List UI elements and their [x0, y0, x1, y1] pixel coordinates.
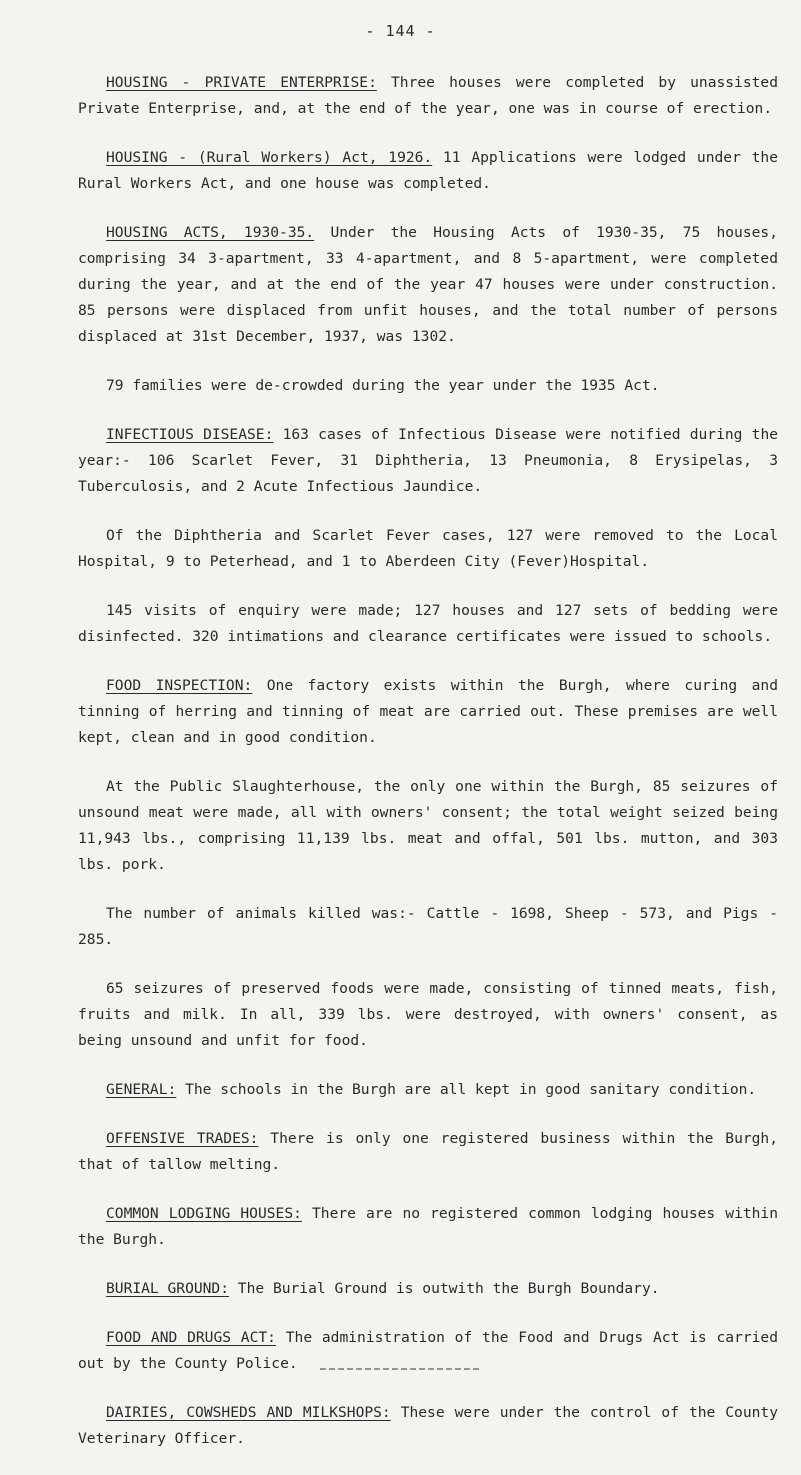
- section-heading: DAIRIES, COWSHEDS AND MILKSHOPS:: [106, 1404, 391, 1421]
- paragraph-slaughterhouse: [78, 774, 778, 878]
- paragraph-burial-ground: [78, 1276, 778, 1302]
- paragraph-enquiry-visits: [78, 598, 778, 650]
- paragraph-infectious-disease: [78, 422, 778, 500]
- paragraph-text: Under the Housing Acts of 1930-35, 75 houses, comprising 34 3-apartment, 33 4-apartment, and 8 5-apartment, were completed during the year, and at the end of the year 47 houses were under construction. 85 persons were displaced from unfit houses, and the total number of persons displaced at 31st December, 1937, was 1302.: [78, 224, 778, 345]
- paragraph-offensive-trades: [78, 1126, 778, 1178]
- paragraph-general: [78, 1077, 778, 1103]
- section-heading: HOUSING - (Rural Workers) Act, 1926.: [106, 149, 433, 166]
- paragraph-text: 65 seizures of preserved foods were made, consisting of tinned meats, fish, fruits and milk. In all, 339 lbs. were destroyed, with owners' consent, as being unsound and unfit for food.: [78, 980, 778, 1049]
- paragraph-text: 163 cases of Infectious Disease were notified during the year:- 106 Scarlet Fever, 31 Diphtheria, 13 Pneumonia, 8 Erysipelas, 3 Tuberculosis, and 2 Acute Infectious Jaundice.: [78, 426, 779, 495]
- paragraph-text: There are no registered common lodging houses within the Burgh.: [78, 1205, 778, 1248]
- paragraph-housing-private: [78, 70, 778, 122]
- paragraph-decrowding: [78, 373, 778, 399]
- scan-artifact-line: [320, 1368, 480, 1370]
- paragraph-housing-rural-workers: [78, 145, 778, 197]
- paragraph-text: 11 Applications were lodged under the Rural Workers Act, and one house was completed.: [78, 149, 778, 192]
- paragraph-text: The number of animals killed was:- Cattle - 1698, Sheep - 573, and Pigs - 285.: [78, 905, 778, 948]
- paragraph-text: The administration of the Food and Drugs Act is carried out by the County Police.: [78, 1329, 779, 1372]
- paragraph-text: The schools in the Burgh are all kept in good sanitary condition.: [176, 1081, 757, 1098]
- section-heading: FOOD AND DRUGS ACT:: [106, 1329, 276, 1346]
- paragraph-text: One factory exists within the Burgh, where curing and tinning of herring and tinning of meat are carried out. These premises are well kept, clean and in good condition.: [78, 677, 778, 746]
- section-heading: FOOD INSPECTION:: [106, 677, 253, 694]
- paragraph-text: There is only one registered business within the Burgh, that of tallow melting.: [78, 1130, 778, 1173]
- paragraph-housing-acts: [78, 220, 778, 350]
- document-body: [78, 70, 778, 1475]
- paragraph-text: The Burial Ground is outwith the Burgh Boundary.: [229, 1280, 660, 1297]
- section-heading: OFFENSIVE TRADES:: [106, 1130, 259, 1147]
- section-heading: HOUSING - PRIVATE ENTERPRISE:: [106, 74, 377, 91]
- section-heading: HOUSING ACTS, 1930-35.: [106, 224, 315, 241]
- paragraph-text: Of the Diphtheria and Scarlet Fever cases, 127 were removed to the Local Hospital, 9 to Peterhead, and 1 to Aberdeen City (Fever)Hospital.: [78, 527, 778, 570]
- paragraph-text: At the Public Slaughterhouse, the only one within the Burgh, 85 seizures of unsound meat were made, all with owners' consent; the total weight seized being 11,943 lbs., comprising 11,139 lbs. meat and offal, 501 lbs. mutton, and 303 lbs. pork.: [78, 778, 778, 873]
- paragraph-preserved-foods: [78, 976, 778, 1054]
- page-number: - 144 -: [365, 22, 436, 40]
- paragraph-food-inspection: [78, 673, 778, 751]
- paragraph-dairies: [78, 1400, 778, 1452]
- paragraph-text: 79 families were de-crowded during the year under the 1935 Act.: [106, 377, 660, 394]
- paragraph-text: Three houses were completed by unassisted Private Enterprise, and, at the end of the year, one was in course of erection.: [78, 74, 778, 117]
- paragraph-text: 145 visits of enquiry were made; 127 houses and 127 sets of bedding were disinfected. 320 intimations and clearance certificates were issued to schools.: [78, 602, 778, 645]
- paragraph-hospital-removals: [78, 523, 778, 575]
- section-heading: GENERAL:: [106, 1081, 177, 1098]
- section-heading: COMMON LODGING HOUSES:: [106, 1205, 302, 1222]
- section-heading: BURIAL GROUND:: [106, 1280, 230, 1297]
- paragraph-text: These were under the control of the County Veterinary Officer.: [78, 1404, 778, 1447]
- paragraph-animals-killed: [78, 901, 778, 953]
- paragraph-common-lodging-houses: [78, 1201, 778, 1253]
- section-heading: INFECTIOUS DISEASE:: [106, 426, 274, 443]
